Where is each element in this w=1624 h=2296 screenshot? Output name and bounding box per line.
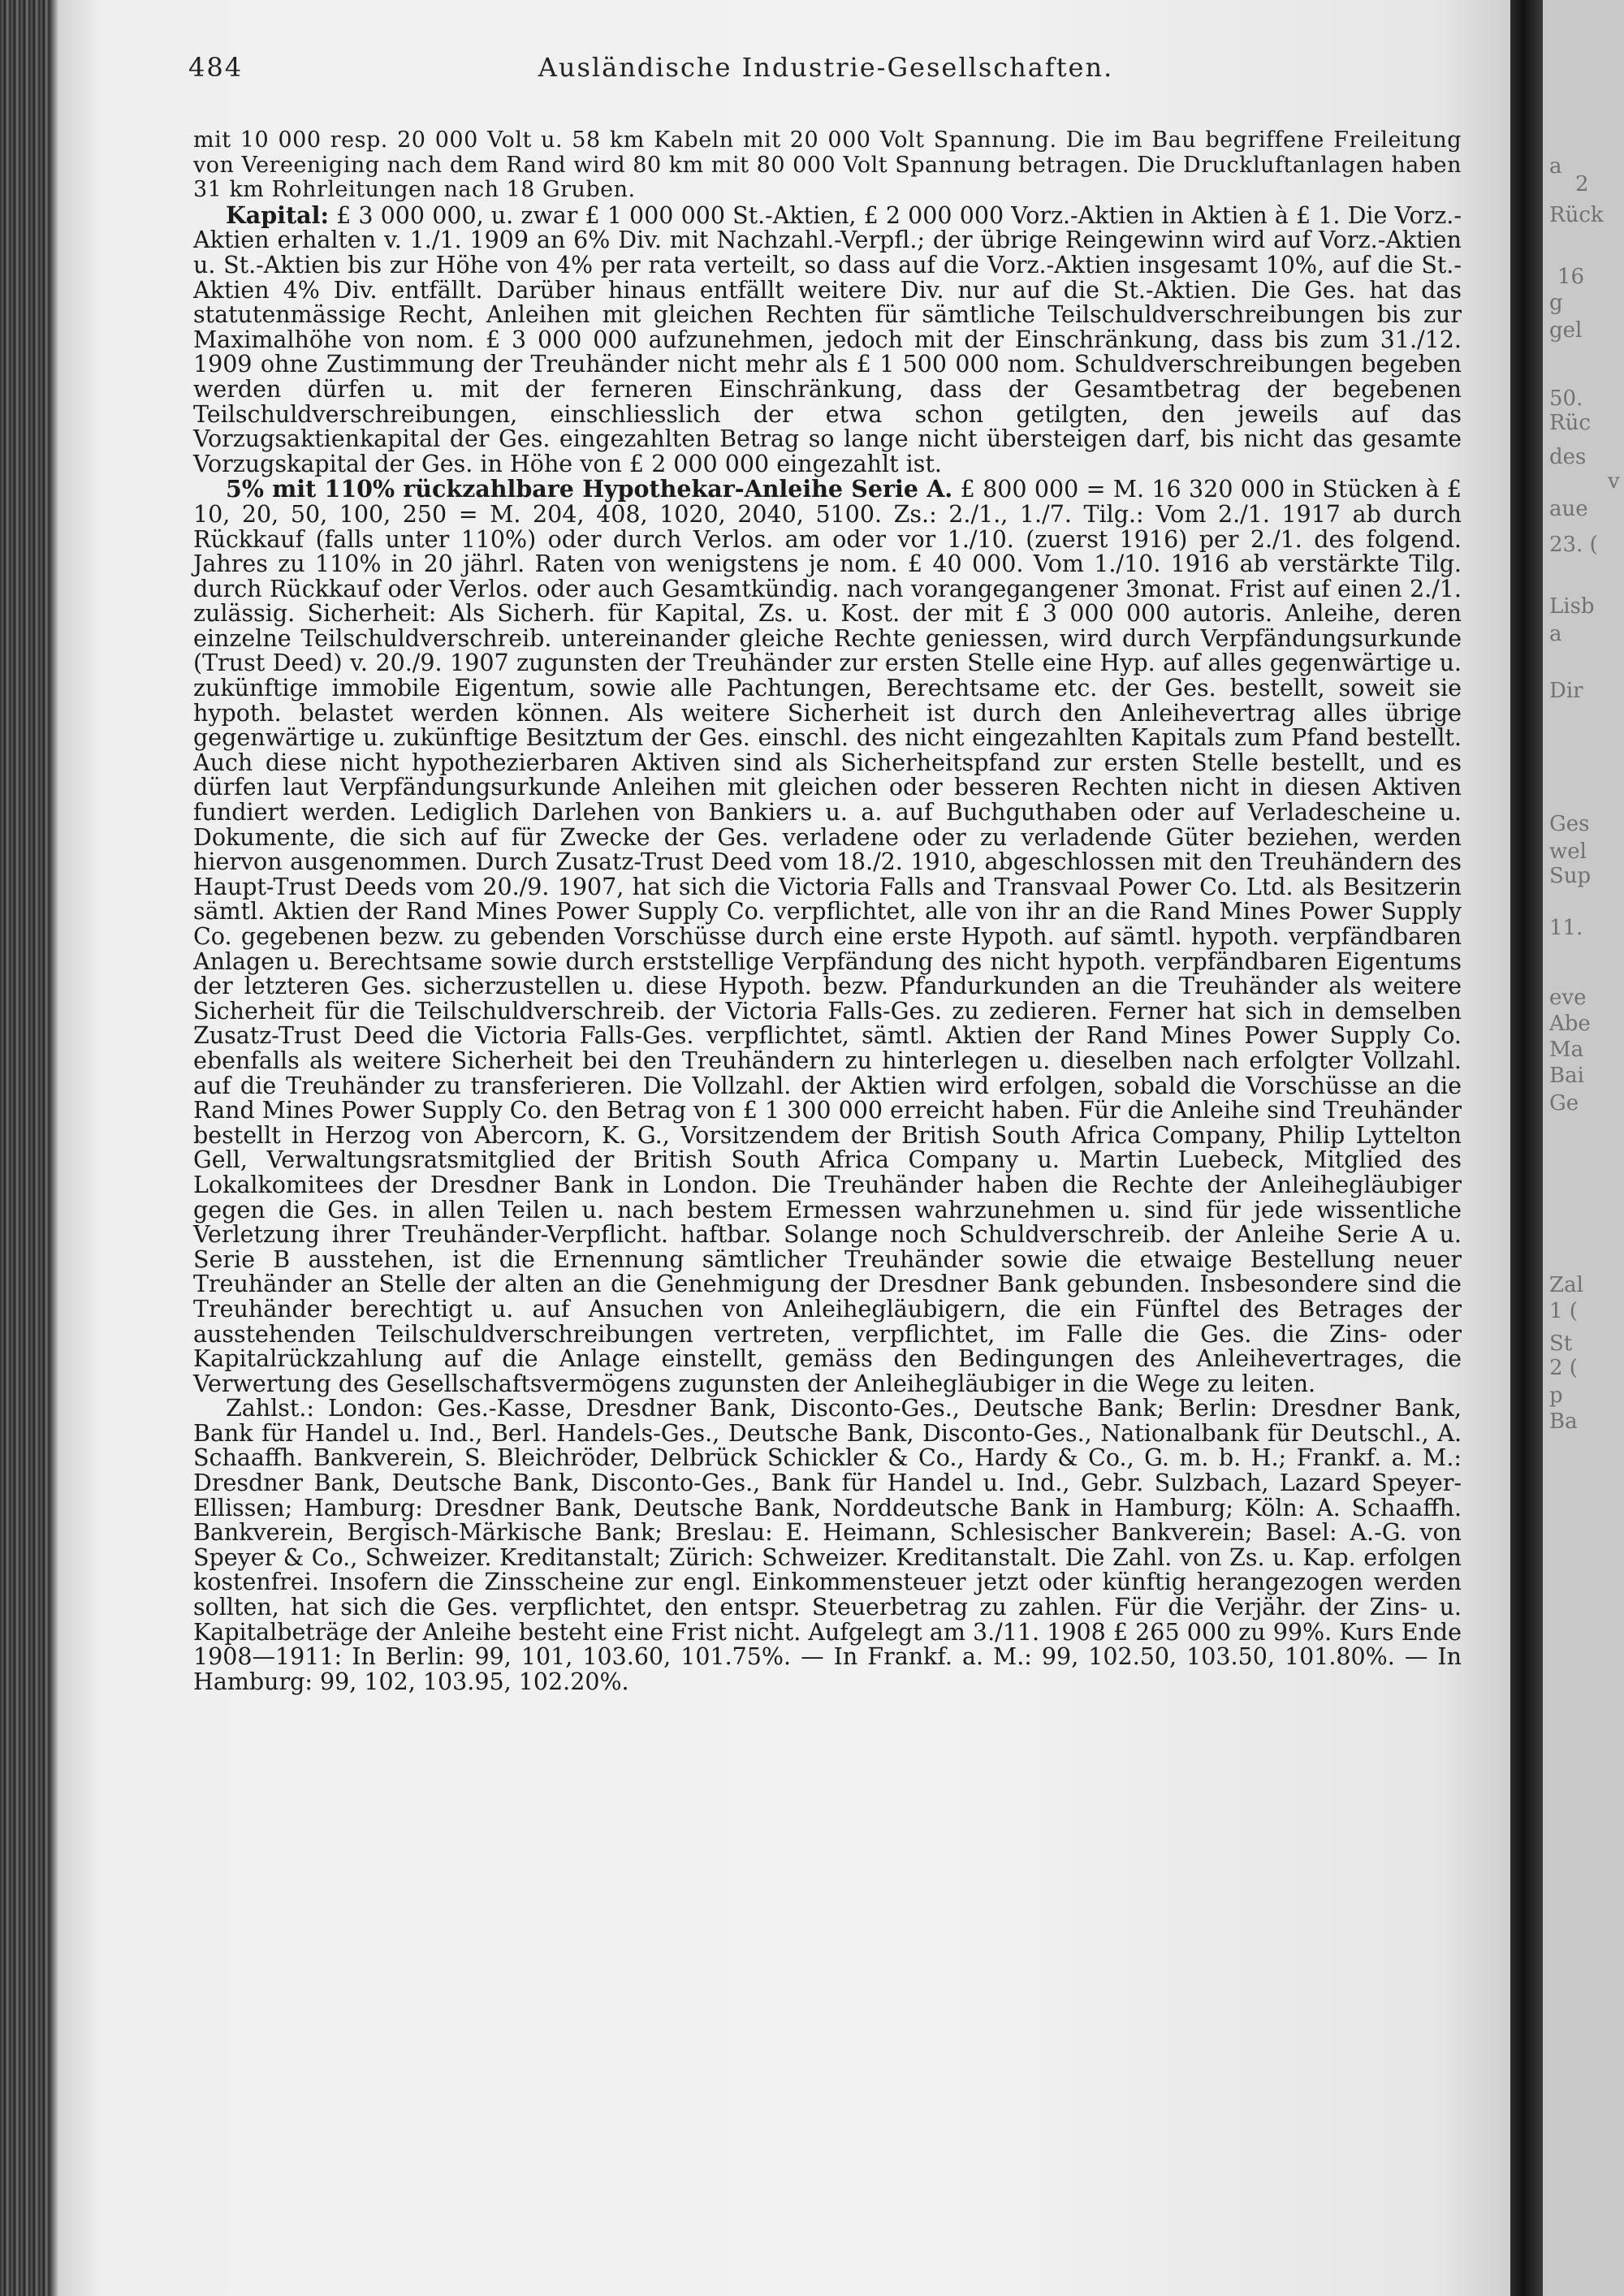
next-page-fragment: Bai	[1549, 1064, 1584, 1088]
page-header	[188, 52, 1463, 84]
next-page-fragment: 2 (	[1549, 1356, 1578, 1380]
loan-text: £ 800 000 = M. 16 320 000 in Stücken à £ 10, 20, 50, 100, 250 = M. 204, 408, 1020, 2040, 5100. Zs.: 2./1., 1./7. Tilg.: Vom 2./1. 1917 ab durch Rückkauf (falls unter 110%) oder durch Verlos. am oder vor 1./10. (zuerst 1916) per 2./1. des folgend. Jahres zu 110% in 20 jährl. Raten von wenigstens je nom. £ 40 000. Vom 1./10. 1916 ab verstärkte Tilg. durch Rückkauf oder Verlos. oder auch Gesamtkündig. nach vorangegangener 3monat. Frist auf einen 2./1. zulässig. Sicherheit: Als Sicherh. für Kapital, Zs. u. Kost. der mit £ 3 000 000 autoris. Anleihe, deren einzelne Teilschuldverschreib. untereinander gleiche Rechte geniessen, wird durch Verpfändungsurkunde (Trust Deed) v. 20./9. 1907 zugunsten der Treuhänder zur ersten Stelle eine Hyp. auf alles gegenwärtige u. zukünftige immobile Eigentum, sowie alle Pachtungen, Berechtsame etc. der Ges. bestellt, soweit sie hypoth. belastet werden können. Als weitere Sicherheit ist durch den Anleihevertrag alles übrige gegenwärtige u. zukünftige Besitztum der Ges. einschl. des nicht eingezahlten Kapitals zum Pfand bestellt. Auch diese nicht hypothezierbaren Aktiven sind als Sicherheitspfand zur ersten Stelle bestellt, und es dürfen laut Verpfändungsurkunde Anleihen mit gleichen oder besseren Rechten nicht in diesen Aktiven fundiert werden. Lediglich Darlehen von Bankiers u. a. auf Buchguthaben oder auf Verladescheine u. Dokumente, die sich auf für Zwecke der Ges. verladene oder zu verladende Güter beziehen, werden hiervon ausgenommen. Durch Zusatz-Trust Deed vom 18./2. 1910, abgeschlossen mit den Treuhändern des Haupt-Trust Deeds vom 20./9. 1907, hat sich die Victoria Falls and Transvaal Power Co. Ltd. als Besitzerin sämtl. Aktien der Rand Mines Power Supply Co. verpflichtet, alle von ihr an die Rand Mines Power Supply Co. gegebenen bezw. zu gebenden Vorschüsse durch eine erste Hypoth. auf sämtl. hypoth. verpfändbaren Anlagen u. Berechtsame sowie durch erststellige Verpfändung des nicht hypoth. verpfändbaren Eigentums der letzteren Ges. sicherzustellen u. diese Hypoth. bezw. Pfandurkunden an die Treuhänder als weitere Sicherheit für die Teilschuldverschreib. der Victoria Falls-Ges. zu zedieren. Ferner hat sich in demselben Zusatz-Trust Deed die Victoria Falls-Ges. verpflichtet, sämtl. Aktien der Rand Mines Power Supply Co. ebenfalls als weitere Sicherheit bei den Treuhändern zu hinterlegen u. dieselben nach erfolgter Vollzahl. auf die Treuhänder zu transferieren. Die Vollzahl. der Aktien wird erfolgen, sobald die Vorschüsse an die Rand Mines Power Supply Co. den Betrag von £ 1 300 000 erreicht haben. Für die Anleihe sind Treuhänder bestellt in Herzog von Abercorn, K. G., Vorsitzendem der British South Africa Company, Philip Lyttelton Gell, Verwaltungsratsmitglied der British South Africa Company u. Martin Luebeck, Mitglied des Lokalkomitees der Dresdner Bank in London. Die Treuhänder haben die Rechte der Anleihegläubiger gegen die Ges. in allen Teilen u. nach bestem Ermessen wahrzunehmen u. sind für jede wissentliche Verletzung ihrer Treuhänder-Verpflicht. haftbar. Solange noch Schuldverschreib. der Anleihe Serie A u. Serie B ausstehen, ist die Ernennung sämtlicher Treuhänder sowie die etwaige Bestellung neuer Treuhänder an Stelle der alten an die Genehmigung der Dresdner Bank gebunden. Insbesondere sind die Treuhänder berechtigt u. auf Ansuchen von Anleihegläubigern, die ein Fünftel des Betrages der ausstehenden Teilschuldverschreibungen vertreten, verpflichtet, im Falle die Ges. die Zins- oder Kapitalrückzahlung auf die Anlage einstellt, gemäss den Bedingungen des Anleihevertrages, die Verwertung des Gesellschaftsvermögens zugunsten der Anleihegläubiger in die Wege zu leiten.	[193, 476, 1462, 1397]
next-page-fragment: Ba	[1549, 1409, 1578, 1434]
next-page-fragment: g	[1549, 291, 1563, 315]
next-page-fragment: Rück	[1549, 203, 1604, 227]
next-page-fragment: Lisb	[1549, 594, 1595, 619]
next-page-fragment: 11.	[1549, 916, 1583, 940]
next-page-fragment: Ma	[1549, 1038, 1584, 1062]
next-page-fragment: eve	[1549, 986, 1587, 1010]
loan-heading: 5% mit 110% rückzahlbare Hypothekar-Anleihe Serie A.	[226, 475, 953, 503]
binding-shadow	[50, 0, 58, 2296]
next-page-fragment: Sup	[1549, 864, 1592, 888]
running-title: Ausländische Industrie-Gesellschaften.	[538, 52, 1114, 83]
next-page-fragment: Ge	[1549, 1091, 1579, 1116]
next-page-fragment: 50.	[1549, 386, 1583, 411]
next-page-fragment: gel	[1549, 318, 1583, 343]
page-number: 484	[188, 52, 244, 83]
next-page-fragment: des	[1549, 445, 1587, 469]
capital-text: £ 3 000 000, u. zwar £ 1 000 000 St.-Aktien, £ 2 000 000 Vorz.-Aktien in Aktien à £ 1. Die Vorz.-Aktien erhalten v. 1./1. 1909 an 6% Div. mit Nachzahl.-Verpfl.; der übrige Reingewinn wird auf Vorz.-Aktien u. St.-Aktien bis zur Höhe von 4% per rata verteilt, so dass auf die Vorz.-Aktien insgesamt 10%, auf die St.-Aktien 4% Div. entfällt. Darüber hinaus entfällt weitere Div. nur auf die St.-Aktien. Die Ges. hat das statutenmässige Recht, Anleihen mit gleichen Rechten für sämtliche Teilschuldverschreibungen bis zur Maximalhöhe von nom. £ 3 000 000 aufzunehmen, jedoch mit der Einschränkung, dass bis zum 31./12. 1909 ohne Zustimmung der Treuhänder nicht mehr als £ 1 500 000 nom. Schuldverschreibungen begeben werden dürfen u. mit der ferneren Einschränkung, dass der Gesamtbetrag der begebenen Teilschuldverschreibungen, einschliesslich der etwa schon getilgten, den jeweils auf das Vorzugsaktienkapital der Ges. eingezahlten Betrag so lange nicht übersteigen darf, bis nicht das gesamte Vorzugskapital der Ges. in Höhe von £ 2 000 000 eingezahlt ist.	[193, 201, 1462, 477]
paragraph-capital	[193, 203, 1462, 477]
next-page-fragment: Rüc	[1549, 411, 1591, 435]
paragraph-mortgage-loan	[193, 477, 1462, 1396]
paragraph-power-lines: mit 10 000 resp. 20 000 Volt u. 58 km Kabeln mit 20 000 Volt Spannung. Die im Bau begriffene Freileitung von Vereeniging nach dem Rand wird 80 km mit 80 000 Volt Spannung betragen. Die Druckluftanlagen haben 31 km Rohrleitungen nach 18 Gruben.	[193, 127, 1462, 203]
next-page-fragment: St	[1549, 1331, 1573, 1356]
next-page-fragment: a	[1549, 154, 1562, 179]
next-page-fragment: wel	[1549, 839, 1587, 864]
next-page-fragment: 1 (	[1549, 1299, 1578, 1323]
next-page-fragment: aue	[1549, 497, 1588, 521]
next-page-fragment: 23. (	[1549, 533, 1598, 557]
next-page-fragment: 2	[1575, 172, 1589, 196]
next-page-fragment: Ges	[1549, 812, 1590, 836]
next-page-fragment: Abe	[1549, 1012, 1591, 1036]
next-page-fragment: a	[1549, 622, 1562, 646]
next-page-fragment: Zal	[1549, 1273, 1583, 1297]
book-binding	[0, 0, 50, 2296]
page-gutter	[1510, 0, 1543, 2296]
next-page-fragment: p	[1549, 1383, 1563, 1408]
paragraph-paying-agents: Zahlst.: London: Ges.-Kasse, Dresdner Bank, Disconto-Ges., Deutsche Bank; Berlin: Dresdner Bank, Bank für Handel u. Ind., Berl. Handels-Ges., Deutsche Bank, Disconto-Ges., Nationalbank für Deutschl., A. Schaaffh. Bankverein, S. Bleichröder, Delbrück Schickler & Co., Hardy & Co., G. m. b. H.; Frankf. a. M.: Dresdner Bank, Deutsche Bank, Disconto-Ges., Bank für Handel u. Ind., Gebr. Sulzbach, Lazard Speyer-Ellissen; Hamburg: Dresdner Bank, Deutsche Bank, Norddeutsche Bank in Hamburg; Köln: A. Schaaffh. Bankverein, Bergisch-Märkische Bank; Breslau: E. Heimann, Schlesischer Bankverein; Basel: A.-G. von Speyer & Co., Schweizer. Kreditanstalt; Zürich: Schweizer. Kreditanstalt. Die Zahl. von Zs. u. Kap. erfolgen kostenfrei. Insofern die Zinsscheine zur engl. Einkommensteuer jetzt oder künftig herangezogen werden sollten, hat sich die Ges. verpflichtet, den entspr. Steuerbetrag zu zahlen. Für die Verjähr. der Zins- u. Kapitalbeträge der Anleihe besteht eine Frist nicht. Aufgelegt am 3./11. 1908 £ 265 000 zu 99%. Kurs Ende 1908—1911: In Berlin: 99, 101, 103.60, 101.75%. — In Frankf. a. M.: 99, 102.50, 103.50, 101.80%. — In Hamburg: 99, 102, 103.95, 102.20%.	[193, 1395, 1462, 1695]
next-page-fragment: Dir	[1549, 679, 1583, 703]
next-page-fragment: 16	[1557, 265, 1585, 289]
next-page-fragment: v	[1608, 469, 1620, 494]
article-body	[193, 128, 1462, 1694]
capital-label: Kapital:	[226, 201, 329, 229]
next-page-edge	[1543, 0, 1624, 2296]
